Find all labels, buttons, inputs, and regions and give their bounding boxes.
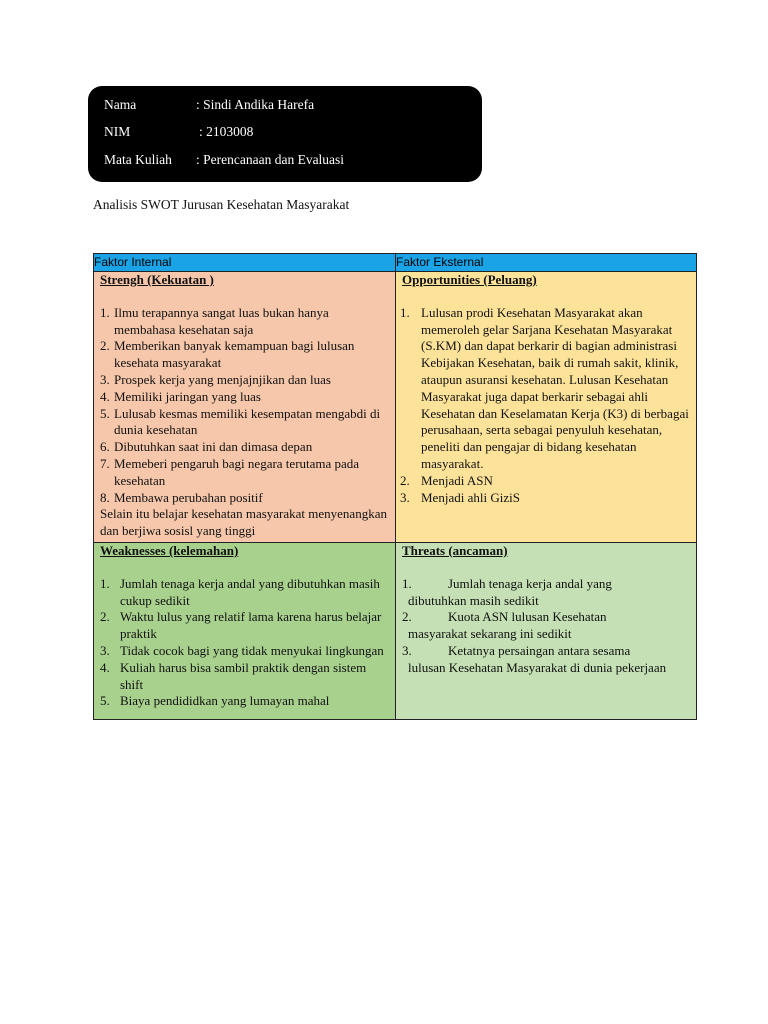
opportunities-heading: Opportunities (Peluang) xyxy=(402,272,537,287)
threats-list xyxy=(402,576,692,677)
strength-cell xyxy=(94,272,396,543)
weaknesses-list xyxy=(100,576,391,710)
strength-list xyxy=(100,305,391,507)
list-item: 5. Biaya pendididkan yang lumayan mahal xyxy=(100,693,330,709)
weaknesses-cell xyxy=(94,542,396,719)
header-external: Faktor Eksternal xyxy=(396,254,697,272)
header-internal: Faktor Internal xyxy=(94,254,396,272)
list-item: 3. Prospek kerja yang menjajnjikan dan luas xyxy=(100,371,331,387)
list-item: 2. Waktu lulus yang relatif lama karena harus belajar praktik xyxy=(100,609,382,642)
threats-heading: Threats (ancaman) xyxy=(402,542,508,558)
identity-box xyxy=(88,86,482,182)
list-item: 3. Menjadi ahli GiziS xyxy=(400,489,520,505)
document-title: Analisis SWOT Jurusan Kesehatan Masyarakat xyxy=(93,197,350,212)
identity-value: : 2103008 xyxy=(199,124,254,139)
list-item: 3. Ketatnya persaingan antara sesama lulusan Kesehatan Masyarakat di dunia pekerjaan xyxy=(402,642,667,675)
strength-footer: Selain itu belajar kesehatan masyarakat menyenangkan dan berjiwa sosisl yang tinggi xyxy=(100,506,387,539)
opportunities-list xyxy=(400,304,692,507)
list-item: 5. Lulusab kesmas memiliki kesempatan mengabdi di dunia kesehatan xyxy=(100,405,381,438)
identity-label: Nama xyxy=(104,97,137,112)
list-item: 4. Memiliki jaringan yang luas xyxy=(100,388,261,404)
list-item: 1. Ilmu terapannya sangat luas bukan hanya membahasa kesehatan saja xyxy=(100,304,329,337)
list-item: 6. Dibutuhkan saat ini dan dimasa depan xyxy=(100,439,313,455)
list-item: 2. Memberikan banyak kemampuan bagi lulusan kesehata masyarakat xyxy=(100,338,355,371)
list-item: 1. Jumlah tenaga kerja andal yang dibutuhkan masih sedikit xyxy=(402,575,612,608)
identity-row-course xyxy=(104,151,344,169)
list-item: 8. Membawa perubahan positif xyxy=(100,489,263,505)
identity-label: Mata Kuliah xyxy=(104,152,172,167)
identity-value: : Sindi Andika Harefa xyxy=(196,97,315,112)
list-item: 2. Kuota ASN lulusan Kesehatan masyarakat sekarang ini sedikit xyxy=(402,609,607,642)
swot-row-top xyxy=(94,272,697,543)
opportunities-cell xyxy=(396,272,697,543)
list-item: 1. Lulusan prodi Kesehatan Masyarakat akan memeroleh gelar Sarjana Kesehatan Masyarakat (S.KM) dan dapat berkarir di bagian administrasi Kebijakan Kesehatan, baik di rumah sakit, klinik, ataupun asuransi kesehatan. Lulusan Kesehatan Masyarakat juga dapat berkarir sebagai ahli Kesehatan dan Keselamatan Kerja (K3) di berbagai perusahaan, serta sebagai penyuluh kesehatan, peneliti dan pengajar di bidang kesehatan masyarakat. xyxy=(400,304,689,471)
swot-table xyxy=(93,253,697,720)
swot-header-row xyxy=(94,254,697,272)
list-item: 3. Tidak cocok bagi yang tidak menyukai lingkungan xyxy=(100,642,384,658)
identity-row-nim xyxy=(104,123,253,141)
list-item: 7. Memeberi pengaruh bagi negara terutama pada kesehatan xyxy=(100,455,360,488)
identity-label: NIM xyxy=(104,124,131,139)
strength-heading: Strengh (Kekuatan ) xyxy=(100,272,214,287)
identity-value: : Perencanaan dan Evaluasi xyxy=(196,152,345,167)
list-item: 2. Menjadi ASN xyxy=(400,472,493,488)
list-item: 1. Jumlah tenaga kerja andal yang dibutuhkan masih cukup sedikit xyxy=(100,575,380,608)
weaknesses-heading: Weaknesses (kelemahan) xyxy=(100,542,239,558)
threats-cell xyxy=(396,542,697,719)
list-item: 4. Kuliah harus bisa sambil praktik dengan sistem shift xyxy=(100,659,367,692)
identity-row-name xyxy=(104,96,314,114)
swot-row-bottom xyxy=(94,542,697,719)
